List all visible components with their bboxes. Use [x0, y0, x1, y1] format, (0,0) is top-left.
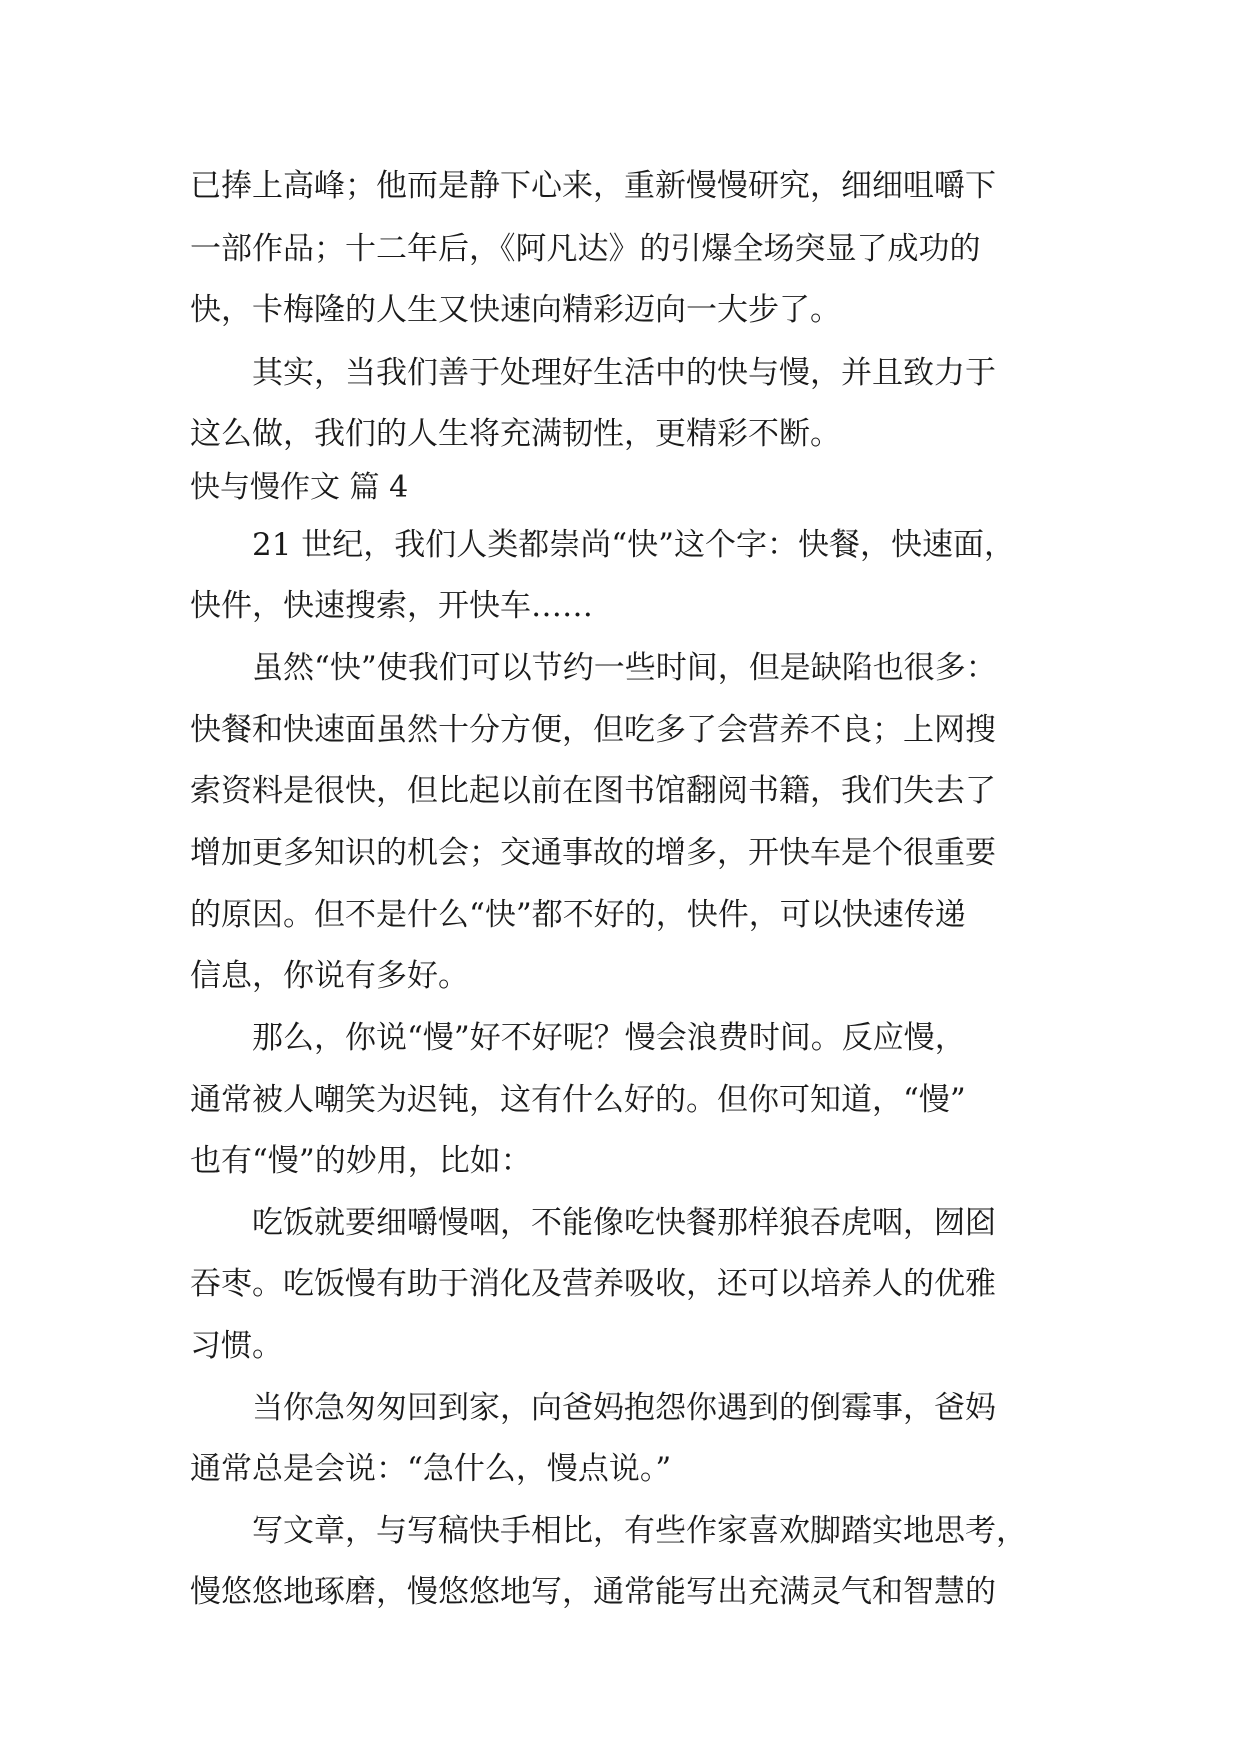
- paragraph-first-line: 21 世纪，我们人类都崇尚“快”这个字：快餐，快速面，: [252, 527, 1015, 563]
- body-line: 这么做，我们的人生将充满韧性，更精彩不断。: [190, 416, 841, 452]
- body-line: 索资料是很快，但比起以前在图书馆翻阅书籍，我们失去了: [190, 773, 996, 809]
- body-line: 增加更多知识的机会；交通事故的增多，开快车是个很重要: [190, 835, 996, 871]
- body-line: 快件，快速搜索，开快车……: [190, 588, 593, 624]
- body-line: 吞枣。吃饭慢有助于消化及营养吸收，还可以培养人的优雅: [190, 1266, 996, 1302]
- body-line: 慢悠悠地琢磨，慢悠悠地写，通常能写出充满灵气和智慧的: [190, 1574, 996, 1610]
- paragraph-first-line: 当你急匆匆回到家，向爸妈抱怨你遇到的倒霉事，爸妈: [252, 1390, 996, 1426]
- paragraph-first-line: 写文章，与写稿快手相比，有些作家喜欢脚踏实地思考，: [252, 1513, 1027, 1549]
- body-line: 一部作品；十二年后，《阿凡达》的引爆全场突显了成功的: [190, 231, 981, 267]
- paragraph-first-line: 其实，当我们善于处理好生活中的快与慢，并且致力于: [252, 355, 996, 391]
- paragraph-first-line: 那么，你说“慢”好不好呢？慢会浪费时间。反应慢，: [252, 1020, 966, 1056]
- paragraph-first-line: 虽然“快”使我们可以节约一些时间，但是缺陷也很多：: [252, 650, 997, 686]
- body-line: 的原因。但不是什么“快”都不好的，快件，可以快速传递: [190, 897, 966, 933]
- section-heading: 快与慢作文 篇 4: [190, 470, 409, 505]
- body-line: 也有“慢”的妙用，比如：: [190, 1143, 532, 1179]
- body-line: 通常总是会说：“急什么，慢点说。”: [190, 1451, 672, 1487]
- paragraph-first-line: 吃饭就要细嚼慢咽，不能像吃快餐那样狼吞虎咽，囫囵: [252, 1205, 996, 1241]
- body-line: 习惯。: [190, 1328, 283, 1364]
- body-line: 通常被人嘲笑为迟钝，这有什么好的。但你可知道，“慢”: [190, 1082, 966, 1118]
- body-line: 信息，你说有多好。: [190, 958, 469, 994]
- body-line: 已捧上高峰；他而是静下心来，重新慢慢研究，细细咀嚼下: [190, 168, 996, 204]
- body-line: 快，卡梅隆的人生又快速向精彩迈向一大步了。: [190, 292, 841, 328]
- body-line: 快餐和快速面虽然十分方便，但吃多了会营养不良；上网搜: [190, 712, 996, 748]
